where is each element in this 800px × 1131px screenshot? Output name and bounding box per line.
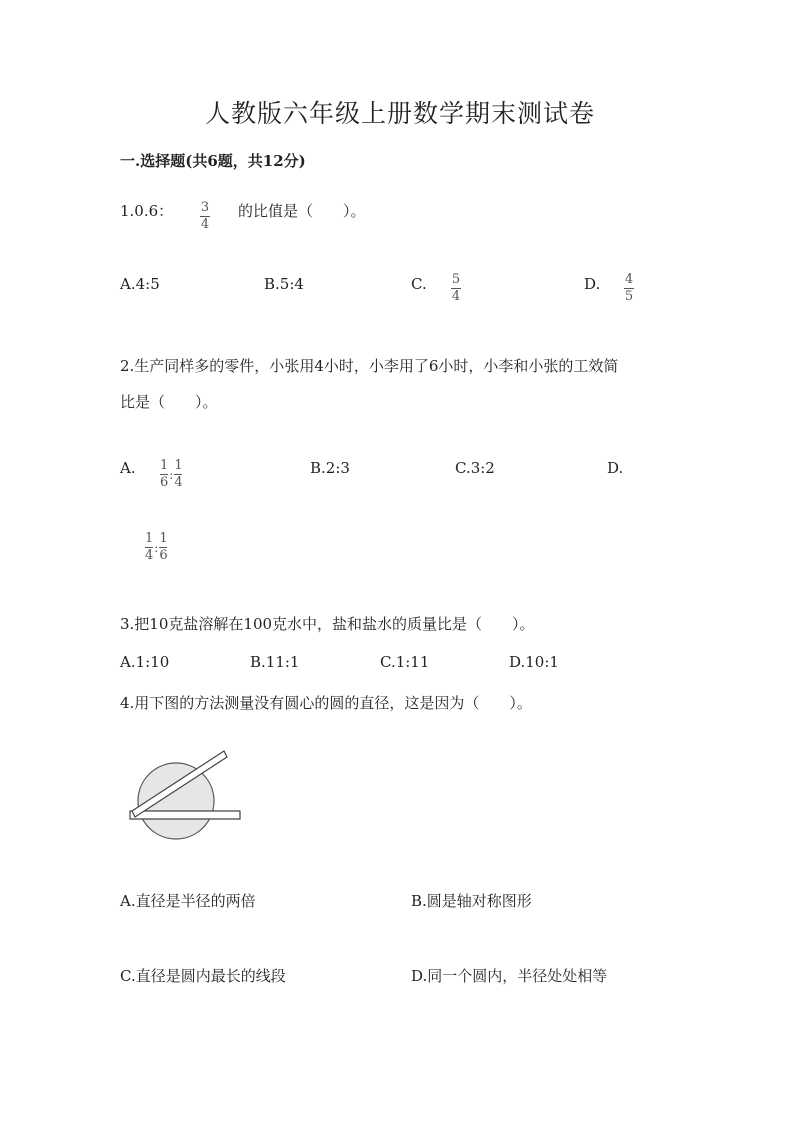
q2-option-d-ratio: $\frac{1}{4}$ : $\frac{1}{6}$ [145, 531, 168, 563]
q2-d-ratio-num1: 1 [145, 531, 154, 546]
page-title: 人教版六年级上册数学期末测试卷 [204, 99, 595, 128]
q4-option-a[interactable]: A.直径是半径的两倍 [120, 892, 256, 910]
q2-d-ratio-den1: 4 [145, 548, 154, 563]
q2-d-ratio-num2: 1 [159, 531, 168, 546]
q1-option-c[interactable]: C. [411, 275, 427, 293]
q3-option-a[interactable]: A.1:10 [120, 653, 170, 671]
q3-option-c[interactable]: C.1:11 [380, 653, 430, 671]
q4-text: 4.用下图的方法测量没有圆心的圆的直径，这是因为（ ）。 [120, 694, 532, 712]
q2-a-ratio-num2: 1 [174, 458, 183, 473]
q2-d-ratio-den2: 6 [159, 548, 168, 563]
q1-suffix: 的比值是（ ）。 [238, 202, 366, 220]
q1-fraction-denominator: 4 [200, 217, 210, 232]
q2-option-a-ratio: $\frac{1}{6}$ : $\frac{1}{4}$ [160, 458, 183, 490]
q1-fraction-numerator: 3 [200, 200, 210, 215]
q2-option-a[interactable]: A. [120, 459, 136, 477]
q2-option-b[interactable]: B.2:3 [310, 459, 350, 477]
q1-option-c-fraction [451, 268, 461, 304]
q3-text: 3.把10克盐溶解在100克水中，盐和盐水的质量比是（ ）。 [120, 615, 535, 633]
q1-option-c-numerator: 5 [451, 272, 461, 287]
q1-option-b[interactable]: B.5:4 [264, 275, 304, 293]
q3-option-b[interactable]: B.11:1 [250, 653, 300, 671]
q2-a-ratio-num1: 1 [160, 458, 169, 473]
q1-option-d-fraction [624, 268, 634, 304]
q1-option-d-numerator: 4 [624, 272, 634, 287]
q3-option-d[interactable]: D.10:1 [509, 653, 559, 671]
q1-prefix: 1.0.6： [120, 202, 174, 220]
horizontal-ruler [130, 811, 240, 819]
circle-diagram [126, 748, 246, 843]
q1-fraction [200, 196, 210, 232]
q1-option-d[interactable]: D. [584, 275, 601, 293]
q2-text-line2: 比是（ ）。 [120, 393, 218, 411]
q1-option-c-denominator: 4 [451, 289, 461, 304]
q2-option-d[interactable]: D. [607, 459, 624, 477]
section-heading: 一.选择题(共6题，共12分) [120, 152, 306, 170]
q2-a-ratio-den2: 4 [174, 475, 183, 490]
q1-option-d-denominator: 5 [624, 289, 634, 304]
q2-text-line1: 2.生产同样多的零件，小张用4小时，小李用了6小时，小李和小张的工效简 [120, 357, 619, 375]
q2-a-ratio-den1: 6 [160, 475, 169, 490]
q4-option-d[interactable]: D.同一个圆内，半径处处相等 [411, 967, 608, 985]
q2-option-c[interactable]: C.3:2 [455, 459, 495, 477]
q4-option-c[interactable]: C.直径是圆内最长的线段 [120, 967, 286, 985]
q4-option-b[interactable]: B.圆是轴对称图形 [411, 892, 532, 910]
q1-option-a[interactable]: A.4:5 [120, 275, 160, 293]
